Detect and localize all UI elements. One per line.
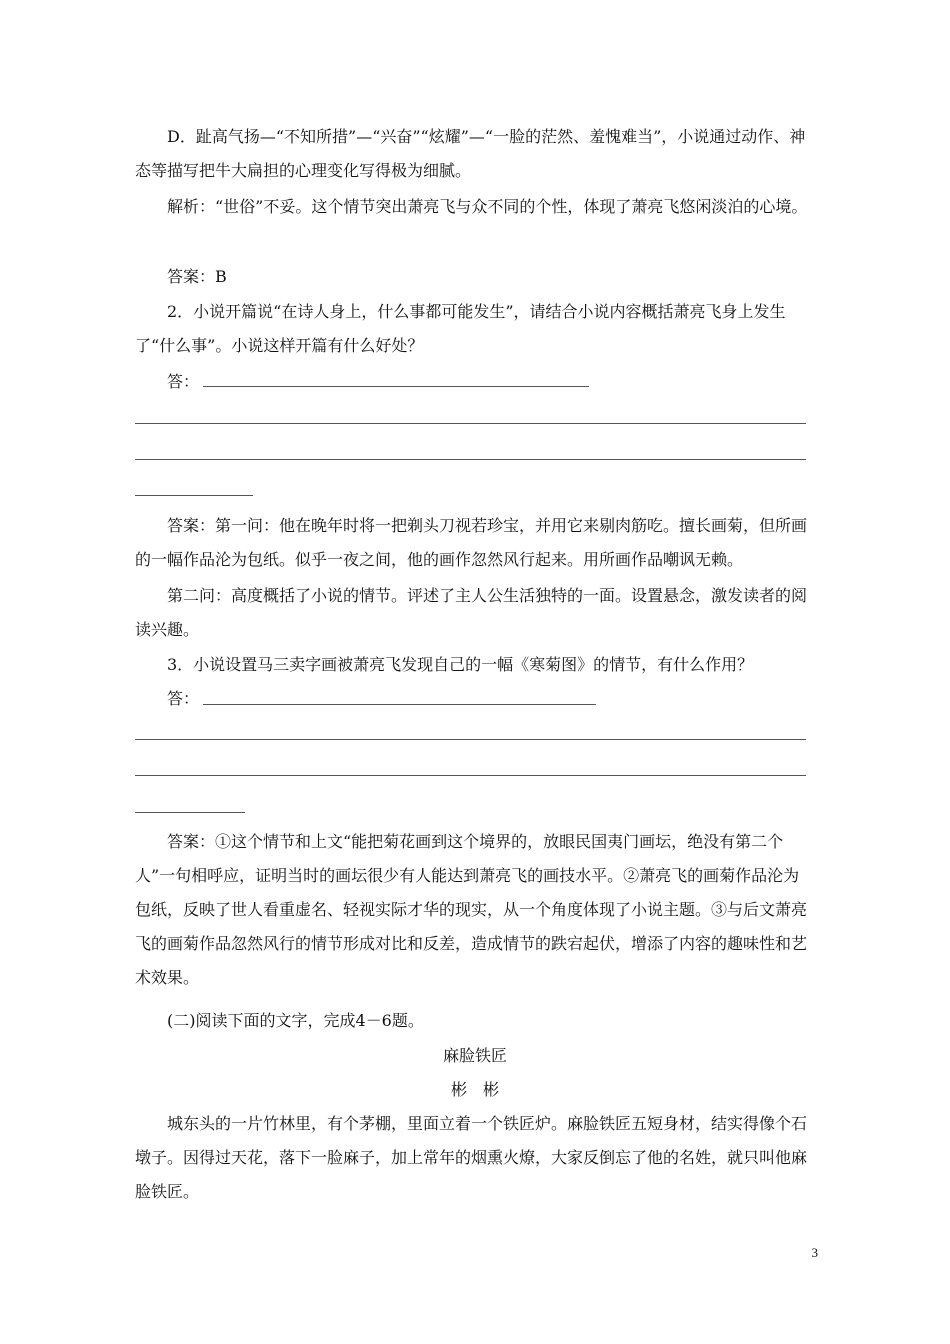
question-3-answer: 答案：①这个情节和上文“能把菊花画到这个境界的，放眼民国夷门画坛，绝没有第二个人”一句相呼应，证明当时的画坛很少有人能达到萧亮飞的画技水平。②萧亮飞的画菊作品沦为包纸，反映了世人看重虚名、轻视实际才华的现实，从一个角度体现了小说主题。③与后文萧亮飞的画菊作品忽然风行的情节形成对比和反差，造成情节的跌宕起伏，增添了内容的趣味性和艺术效果。 — [135, 832, 808, 987]
story-title: 麻脸铁匠 — [442, 1046, 507, 1065]
question-2-answer-part1: 答案：第一问：他在晚年时将一把剃头刀视若珍宝，并用它来剔肉筋吃。擅长画菊，但所画的一幅作品沦为包纸。似乎一夜之间，他的画作忽然风行起来。用所画作品嘲讽无赖。 — [135, 516, 808, 569]
story-author: 彬 彬 — [450, 1080, 499, 1099]
option-d-text: D．趾高气扬—“不知所措”—“兴奋”“炫耀”—“一脸的茫然、羞愧难当”，小说通过动作、神态等描写把牛大扁担的心理变化写得极为细腻。 — [135, 127, 806, 180]
question-2-prompt: 2．小说开篇说“在诗人身上，什么事都可能发生”，请结合小说内容概括萧亮飞身上发生了“什么事”。小说这样开篇有什么好处？ — [135, 302, 786, 355]
answer-blank-line — [203, 704, 596, 705]
answer-blank-line — [135, 775, 806, 776]
section-instruction: (二)阅读下面的文字，完成4－6题。 — [167, 1011, 424, 1030]
answer-blank-line — [135, 739, 806, 740]
answer-blank-line — [135, 495, 253, 496]
question-3-answer-label: 答： — [167, 689, 200, 708]
story-paragraph: 城东头的一片竹林里，有个茅棚，里面立着一个铁匠炉。麻脸铁匠五短身材，结实得像个石墩子。因得过天花，落下一脸麻子，加上常年的烟熏火燎，大家反倒忘了他的名姓，就只叫他麻脸铁匠。 — [135, 1114, 808, 1201]
question-2-answer-label: 答： — [167, 372, 200, 391]
analysis-text: 解析：“世俗”不妥。这个情节突出萧亮飞与众不同的个性，体现了萧亮飞悠闲淡泊的心境。 — [167, 197, 808, 216]
answer-blank-line — [135, 423, 806, 424]
page-number: 3 — [811, 1245, 818, 1260]
answer-blank-line — [135, 812, 245, 813]
answer-blank-line — [135, 459, 806, 460]
answer-blank-line — [203, 386, 589, 387]
question-3-prompt: 3．小说设置马三卖字画被萧亮飞发现自己的一幅《寒菊图》的情节，有什么作用？ — [167, 655, 754, 674]
answer-text: 答案：B — [167, 267, 227, 286]
question-2-answer-part2: 第二问：高度概括了小说的情节。评述了主人公生活独特的一面。设置悬念，激发读者的阅读兴趣。 — [135, 586, 808, 639]
